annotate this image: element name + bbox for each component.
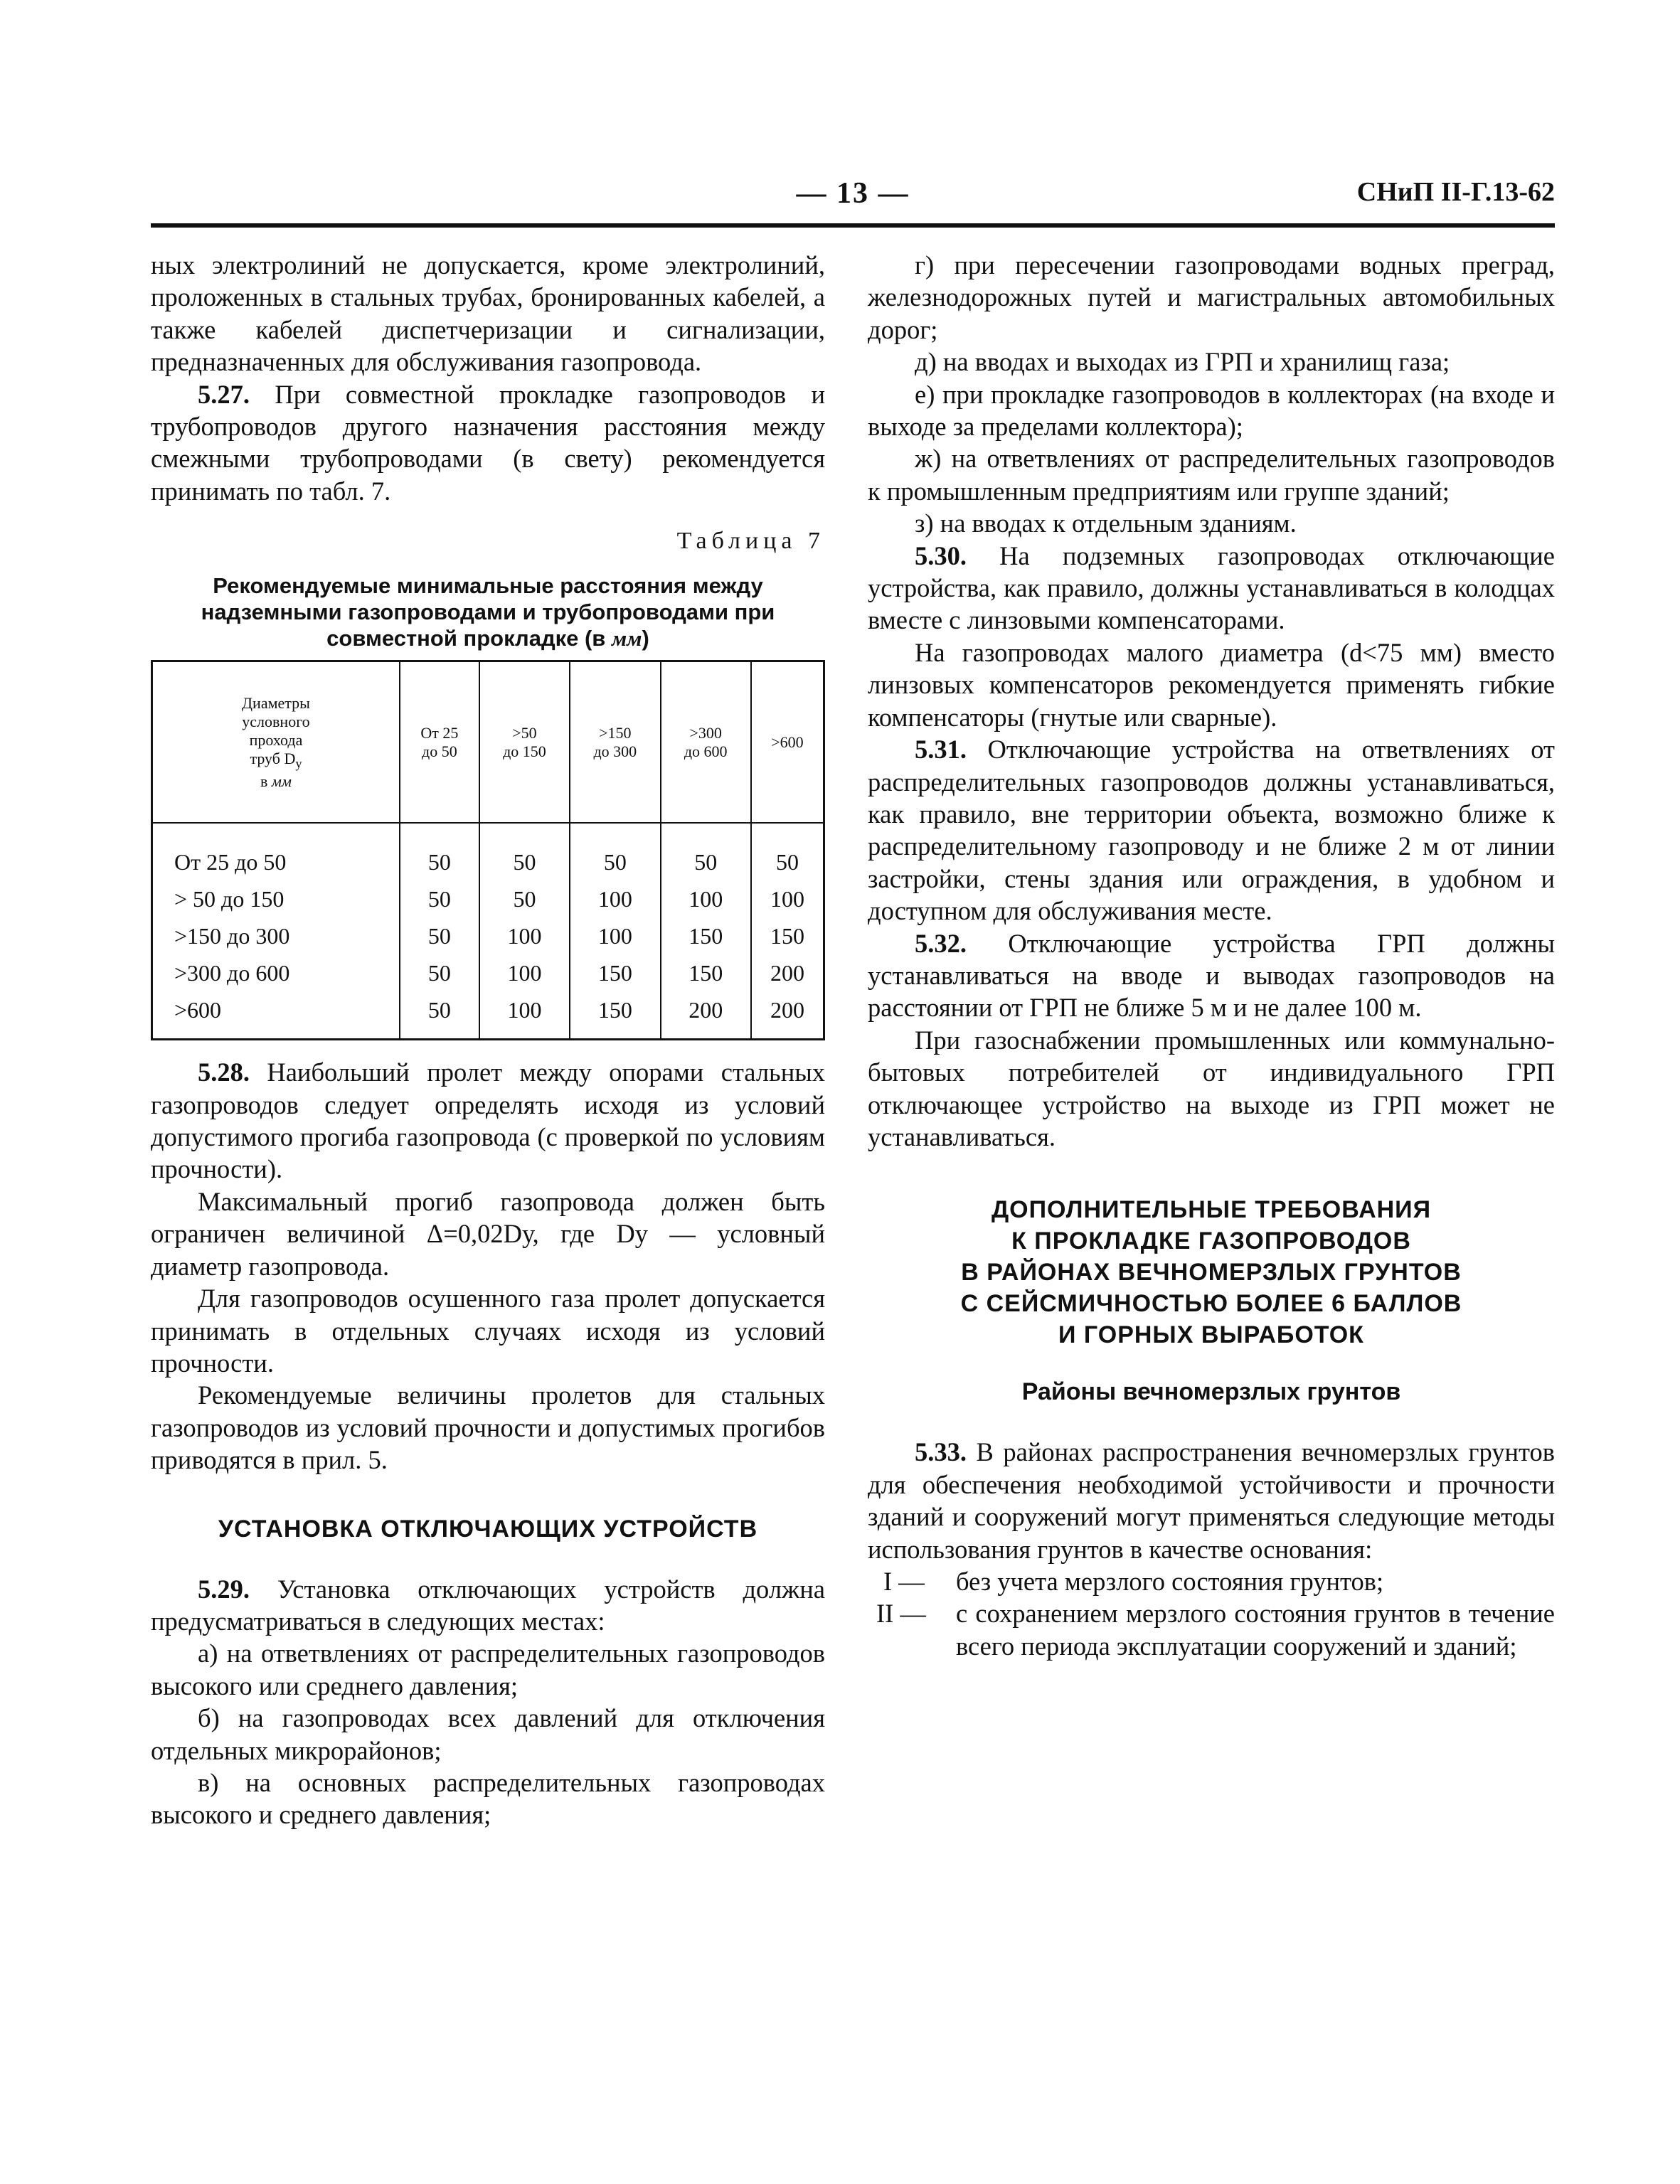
- table-cell: 50: [661, 843, 751, 880]
- table-cell: 100: [479, 954, 570, 991]
- paragraph-5-32: [868, 927, 1555, 1024]
- method-item-1: [868, 1565, 1555, 1597]
- document-code: СНиП II-Г.13-62: [1356, 177, 1555, 207]
- table-header-col: [661, 661, 751, 824]
- table-header-col: [479, 661, 570, 824]
- paragraph-5-29: [151, 1573, 825, 1638]
- table-cell: 50: [400, 954, 479, 991]
- paragraph-small-diameter: На газопроводах малого диаметра (d<75 мм) вместо линзовых компенсаторов рекомендуется применять гибкие компенсаторы (гнутые или сварные).: [868, 637, 1555, 732]
- paragraph-5-33: [868, 1436, 1555, 1565]
- method-mark: I —: [883, 1567, 925, 1596]
- paragraph-5-28: [151, 1056, 825, 1186]
- clause-number: 5.33.: [915, 1437, 967, 1467]
- list-item-z: з) на вводах к отдельным зданиям.: [915, 508, 1297, 538]
- table-header-row: [152, 661, 824, 824]
- section-title-line: В РАЙОНАХ ВЕЧНОМЕРЗЛЫХ ГРУНТОВ: [961, 1259, 1462, 1287]
- list-item-g: г) при пересечении газопроводами водных преград, железнодорожных путей и магистральных автомобильных дорог;: [868, 250, 1555, 344]
- table-row: [152, 917, 824, 954]
- header-line: >600: [771, 733, 804, 751]
- clause-text: Установка отключающих устройств должна предусматриваться в следующих местах:: [151, 1574, 825, 1636]
- list-item-d: д) на вводах и выходах из ГРП и хранилищ газа;: [915, 347, 1450, 377]
- list-item-a: а) на ответвлениях от распределительных газопроводов высокого или среднего давления;: [151, 1639, 825, 1700]
- table-cell: 100: [479, 917, 570, 954]
- clause-text: При совместной прокладке газопроводов и трубопроводов другого назначения расстояния между смежными трубопроводами (в свету) рекомендуется принимать по табл. 7.: [151, 379, 825, 506]
- table-cell: 50: [400, 917, 479, 954]
- section-title-line: ДОПОЛНИТЕЛЬНЫЕ ТРЕБОВАНИЯ: [991, 1196, 1432, 1224]
- header-line: >50: [512, 723, 537, 742]
- section-title-shutoff: УСТАНОВКА ОТКЛЮЧАЮЩИХ УСТРОЙСТВ: [218, 1515, 758, 1543]
- table-spacer: [152, 1028, 824, 1040]
- clause-text: Наибольший пролет между опорами стальных газопроводов следует определять исходя из условий допустимого прогиба газопровода (с проверкой по условиям прочности).: [151, 1058, 825, 1184]
- table-cell: 100: [479, 991, 570, 1028]
- table-cell: 50: [400, 843, 479, 880]
- section-title-line: И ГОРНЫХ ВЫРАБОТОК: [1058, 1321, 1364, 1349]
- paragraph-gas-supply: При газоснабжении промышленных или коммунально-бытовых потребителей от индивидуального ГРП отключающее устройство на выходе из ГРП может не устанавливаться.: [868, 1025, 1555, 1151]
- table-header-col: [570, 661, 660, 824]
- header-line: до 300: [593, 742, 637, 760]
- header-line: >300: [689, 723, 722, 742]
- distance-table: [151, 660, 825, 1040]
- clause-number: 5.29.: [198, 1574, 250, 1604]
- left-column: [151, 249, 825, 1831]
- table-header-diameter: [152, 661, 400, 824]
- clause-text: На подземных газопроводах отключающие устройства, как правило, должны устанавливаться в колодцах вместе с линзовыми компенсаторами.: [868, 540, 1555, 635]
- clause-number: 5.31.: [915, 735, 967, 765]
- row-label: От 25 до 50: [152, 843, 400, 880]
- table-cell: 50: [400, 991, 479, 1028]
- subsection-title: Районы вечномерзлых грунтов: [1021, 1378, 1401, 1406]
- table-cell: 50: [570, 843, 660, 880]
- header-line: >150: [599, 723, 632, 742]
- table-label: Таблица 7: [676, 528, 825, 555]
- header-line: условного: [242, 712, 310, 730]
- table-cell: 150: [751, 917, 824, 954]
- section-title-line: К ПРОКЛАДКЕ ГАЗОПРОВОДОВ: [1011, 1227, 1411, 1255]
- header-unit: мм: [271, 772, 292, 790]
- table-title-unit: мм: [612, 626, 642, 651]
- clause-number: 5.27.: [198, 379, 250, 409]
- table-row: [152, 843, 824, 880]
- paragraph-max-deflection: Максимальный прогиб газопровода должен быть ограничен величиной Δ=0,02Dу, где Dу — условный диаметр газопровода.: [151, 1186, 825, 1281]
- table-cell: 100: [570, 880, 660, 917]
- paragraph-5-30: [868, 540, 1555, 636]
- header-text: в: [260, 772, 268, 790]
- table-cell: 100: [661, 880, 751, 917]
- method-mark: II —: [876, 1599, 926, 1629]
- table-cell: 150: [570, 991, 660, 1028]
- row-label: >300 до 600: [152, 954, 400, 991]
- paragraph-dry-gas: Для газопроводов осушенного газа пролет допускается принимать в отдельных случаях исходя из условий прочности.: [151, 1284, 825, 1378]
- clause-text: В районах распространения вечномерзлых грунтов для обеспечения необходимой устойчивости и прочности зданий и сооружений могут применяться следующие методы использования грунтов в качестве основания:: [868, 1437, 1555, 1564]
- header-line: до 600: [684, 742, 728, 760]
- table-cell: 200: [751, 954, 824, 991]
- row-label: >600: [152, 991, 400, 1028]
- header-line: прохода: [249, 730, 303, 749]
- table-cell: 100: [570, 917, 660, 954]
- table-cell: 200: [751, 991, 824, 1028]
- list-item-e: е) при прокладке газопроводов в коллекторах (на входе и выходе за пределами коллектора);: [868, 379, 1555, 442]
- list-item-zh: ж) на ответвлениях от распределительных газопроводов к промышленным предприятиям или группе зданий;: [868, 444, 1555, 506]
- row-label: > 50 до 150: [152, 880, 400, 917]
- method-text: с сохранением мерзлого состояния грунтов в течение всего периода эксплуатации сооружений и зданий;: [956, 1599, 1555, 1661]
- header-subscript: у: [295, 755, 302, 770]
- paragraph-5-27: [151, 378, 825, 508]
- clause-text: Отключающие устройства на ответвлениях от распределительных газопроводов должны устанавливаться, как правило, вне территории объекта, возможно ближе к распределительному газопроводу и не ближе 2 м от линии застройки, стены здания или ограждения, в удобном и доступном для обслуживания месте.: [868, 735, 1555, 926]
- clause-number: 5.28.: [198, 1058, 250, 1087]
- header-line: [153, 750, 399, 772]
- header-line: Диаметры: [242, 693, 310, 712]
- method-text: без учета мерзлого состояния грунтов;: [956, 1567, 1384, 1596]
- table-row: [152, 954, 824, 991]
- page-number: — 13 —: [796, 177, 910, 210]
- table-cell: 50: [751, 843, 824, 880]
- header-line: до 150: [503, 742, 546, 760]
- table-row: [152, 991, 824, 1028]
- table-cell: 150: [661, 954, 751, 991]
- paragraph-5-31: [868, 733, 1555, 927]
- table-cell: 50: [479, 843, 570, 880]
- list-item-b: б) на газопроводах всех давлений для отключения отдельных микрорайонов;: [151, 1703, 825, 1765]
- header-line: до 50: [422, 742, 457, 760]
- clause-number: 5.32.: [915, 928, 967, 958]
- clause-number: 5.30.: [915, 540, 967, 570]
- clause-text: Отключающие устройства ГРП должны устанавливаться на вводе и выводах газопроводов на расстоянии от ГРП не ближе 5 м и не далее 100 м.: [868, 928, 1555, 1023]
- paragraph-continuation: ных электролиний не допускается, кроме электролиний, проложенных в стальных трубах, бронированных кабелей, а также кабелей диспетчеризации и сигнализации, предназначенных для обслуживания газопровода.: [151, 250, 825, 377]
- table-cell: 50: [400, 880, 479, 917]
- section-title-line: С СЕЙСМИЧНОСТЬЮ БОЛЕЕ 6 БАЛЛОВ: [960, 1290, 1462, 1318]
- table-cell: 150: [570, 954, 660, 991]
- table-title-close: ): [642, 626, 649, 651]
- table-cell: 200: [661, 991, 751, 1028]
- table-header-col: [751, 661, 824, 824]
- table-title: [151, 572, 825, 651]
- table-title-text: Рекомендуемые минимальные расстояния между надземными газопроводами и трубопроводами при совместной прокладке (в: [201, 573, 775, 651]
- table-header-col: [400, 661, 479, 824]
- row-label: >150 до 300: [152, 917, 400, 954]
- table-cell: 150: [661, 917, 751, 954]
- method-item-2: [868, 1597, 1555, 1662]
- paragraph-recommended-spans: Рекомендуемые величины пролетов для стальных газопроводов из условий прочности и допустимых прогибов приводятся в прил. 5.: [151, 1380, 825, 1475]
- page-header: [151, 176, 1555, 226]
- header-text: труб D: [250, 749, 296, 767]
- table-spacer: [152, 823, 824, 843]
- table-row: [152, 880, 824, 917]
- list-item-v: в) на основных распределительных газопроводах высокого и среднего давления;: [151, 1767, 825, 1830]
- header-line: [153, 772, 399, 791]
- header-line: От 25: [420, 723, 459, 742]
- right-column: [868, 249, 1555, 1662]
- header-rule: [151, 223, 1555, 228]
- table-cell: 100: [751, 880, 824, 917]
- table-cell: 50: [479, 880, 570, 917]
